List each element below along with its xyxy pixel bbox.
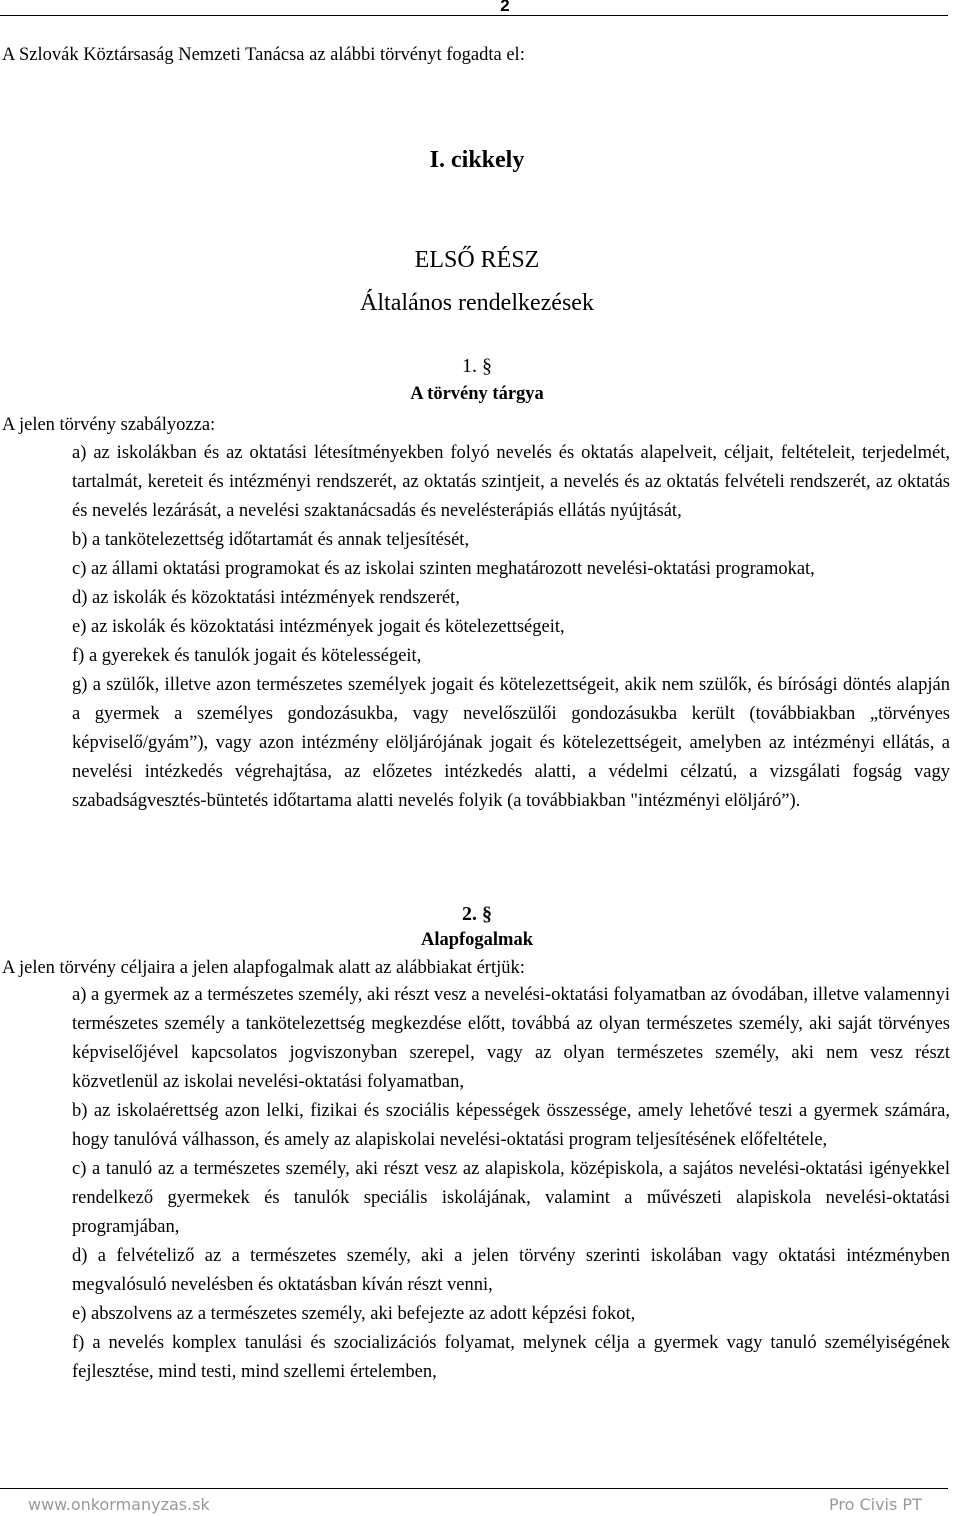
list-item: c) az állami oktatási programokat és az iskolai szinten meghatározott nevelési-oktatási programokat, xyxy=(72,559,815,579)
list-item: b) az iskolaérettség azon lelki, fizikai és szociális képességek összessége, amely lehetővé teszi a gyermek számára, hogy tanulóvá válhasson, és amely az alapiskolai nevelési-oktatási program teljesítésének előfeltétele, xyxy=(72,1101,950,1150)
section-1-items xyxy=(72,439,950,816)
footer-rule xyxy=(0,1488,948,1489)
list-item: e) az iskolák és közoktatási intézmények jogait és kötelezettségeit, xyxy=(72,617,565,637)
section-2-items xyxy=(72,981,950,1387)
footer-publisher: Pro Civis PT xyxy=(829,1495,922,1514)
footer-website: www.onkormanyzas.sk xyxy=(28,1495,210,1514)
list-item: a) az iskolákban és az oktatási létesítményekben folyó nevelés és oktatás alapelveit, céljait, feltételeit, terjedelmét, tartalmát, kereteit és intézményi rendszerét, az oktatás szintjeit, a nevelés és az oktatás felvételi rendszerét, az oktatás és nevelés lezárását, a nevelési szaktanácsadás és nevelésterápiás ellátás nyújtását, xyxy=(72,443,950,521)
list-item: d) a felvételiző az a természetes személy, aki a jelen törvény szerinti iskolában vagy oktatási intézményben megvalósuló nevelésben és oktatásban kíván részt venni, xyxy=(72,1246,950,1295)
section-1-title: A törvény tárgya xyxy=(410,384,544,404)
list-item: c) a tanuló az a természetes személy, aki részt vesz az alapiskola, középiskola, a sajátos nevelési-oktatási igényekkel rendelkező gyermekek és tanulók speciális iskolájának, valamint a művészeti alapiskola nevelési-oktatási programjában, xyxy=(72,1159,950,1237)
page-number: 2 xyxy=(500,0,510,15)
list-item: g) a szülők, illetve azon természetes személyek jogait és kötelezettségeit, akik nem szülők, és bírósági döntés alapján a gyermek a személyes gondozásukba, vagy nevelőszülői gondozásukba került (továbbiakban „törvényes képviselő/gyám”), vagy azon intézmény elöljárójának jogait és kötelezettségeit, amelyben az intézményi ellátás, a nevelési intézkedés végrehajtása, az előzetes intézkedés alatti, a védelmi célzatú, a vizsgálati fogság vagy szabadságvesztés-büntetés időtartama alatti nevelés folyik (a továbbiakban "intézményi elöljáró”). xyxy=(72,675,950,811)
list-item: e) abszolvens az a természetes személy, aki befejezte az adott képzési fokot, xyxy=(72,1304,636,1324)
article-heading: I. cikkely xyxy=(429,147,525,173)
section-2-title: Alapfogalmak xyxy=(420,930,534,950)
list-item: f) a gyerekek és tanulók jogait és kötelességeit, xyxy=(72,646,422,666)
part-title: ELSŐ RÉSZ xyxy=(414,247,540,273)
list-item: a) a gyermek az a természetes személy, aki részt vesz a nevelési-oktatási folyamatban az óvodában, illetve valamennyi természetes személy a tankötelezettség megkezdése előtt, továbbá az olyan természetes személy, aki saját törvényes képviselőjével kapcsolatos jogviszonyban szerepel, vagy az olyan természetes személy, aki nem vesz részt közvetlenül az iskolai nevelési-oktatási folyamatban, xyxy=(72,985,950,1092)
section-2-number: 2. § xyxy=(462,903,492,925)
list-item: d) az iskolák és közoktatási intézmények rendszerét, xyxy=(72,588,460,608)
list-item: b) a tankötelezettség időtartamát és annak teljesítését, xyxy=(72,530,470,550)
list-item: f) a nevelés komplex tanulási és szocializációs folyamat, melynek célja a gyermek vagy tanuló személyiségének fejlesztése, mind testi, mind szellemi értelemben, xyxy=(72,1333,950,1382)
section-1-lead: A jelen törvény szabályozza: xyxy=(2,415,216,435)
header-rule xyxy=(0,15,948,16)
part-subtitle: Általános rendelkezések xyxy=(360,290,594,316)
section-2-lead: A jelen törvény céljaira a jelen alapfogalmak alatt az alábbiakat értjük: xyxy=(2,958,525,978)
section-1-number: 1. § xyxy=(462,355,492,377)
intro-text: A Szlovák Köztársaság Nemzeti Tanácsa az alábbi törvényt fogadta el: xyxy=(2,45,525,65)
